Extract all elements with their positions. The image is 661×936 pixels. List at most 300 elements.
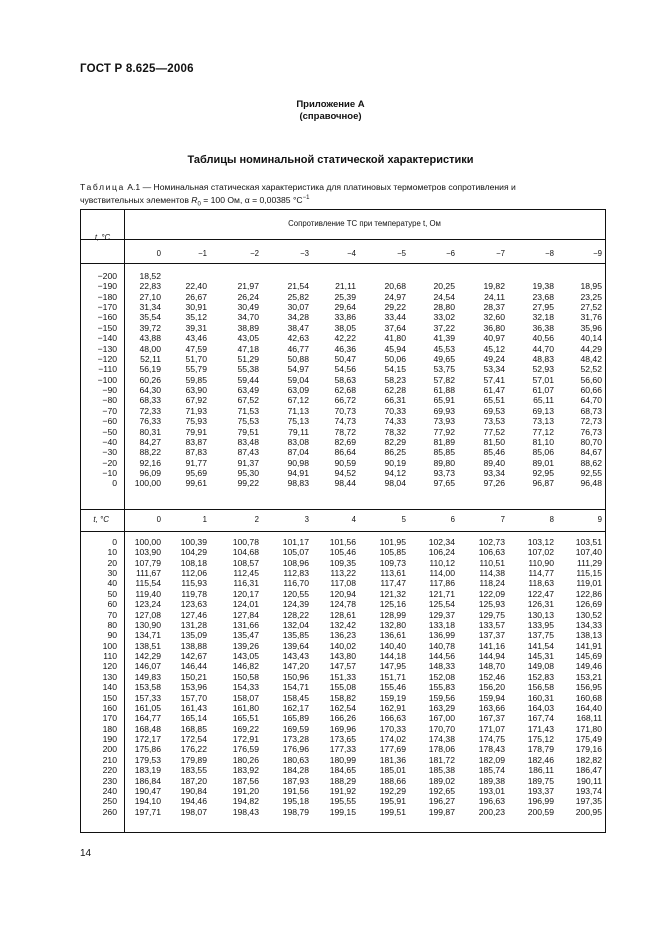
pos-table-cell: 174,38	[428, 734, 455, 745]
pos-table-cell: 127,46	[180, 609, 207, 620]
pos-table-cell: 150,58	[232, 671, 259, 682]
neg-row-temperature: −130	[97, 343, 117, 354]
pos-column-header: 8	[549, 515, 554, 524]
neg-row-temperature: −200	[97, 271, 117, 281]
neg-table-cell: 24,54	[433, 291, 455, 302]
neg-table-cell: 65,11	[533, 395, 554, 406]
neg-table-cell: 81,10	[532, 436, 554, 447]
pos-table-cell: 106,24	[428, 547, 455, 558]
pos-table-cell: 175,86	[134, 744, 161, 755]
pos-table-cell: 144,18	[379, 651, 406, 662]
pos-table-cell: 103,51	[575, 537, 602, 547]
pos-table-cell: 178,43	[478, 744, 505, 755]
pos-table-cell: 117,86	[429, 578, 455, 589]
neg-table-cell: 33,86	[334, 312, 356, 323]
neg-row-temperature: −100	[97, 374, 117, 385]
neg-table-cell: 98,04	[384, 478, 406, 489]
neg-table-cell: 54,15	[384, 364, 406, 375]
neg-table-cell: 94,52	[334, 468, 356, 479]
neg-table-cell: 67,12	[287, 395, 309, 406]
neg-table-cell: 96,09	[139, 468, 161, 479]
pos-table-cell: 200,95	[575, 806, 602, 817]
neg-table-cell: 80,31	[139, 426, 161, 437]
neg-table-cell: 70,73	[334, 405, 356, 416]
header-rule	[81, 239, 605, 240]
pos-table-cell: 116,70	[283, 578, 309, 589]
neg-table-cell: 89,01	[532, 457, 554, 468]
neg-row-temperature: −70	[102, 405, 117, 416]
neg-table-cell: 68,73	[580, 405, 602, 416]
neg-row-temperature: −180	[97, 291, 117, 302]
pos-table-cell: 148,70	[478, 661, 505, 672]
neg-column-header: −5	[397, 249, 406, 258]
pos-row-temperature: 50	[107, 588, 117, 599]
neg-table-cell: 58,63	[334, 374, 356, 385]
caption-text-1: А.1 — Номинальная статическая характеристика для платиновых термометров сопротивления и	[124, 182, 516, 192]
neg-table-cell: 75,93	[185, 416, 207, 427]
pos-column-header: 6	[450, 515, 455, 524]
pos-table-cell: 150,96	[282, 671, 309, 682]
neg-table-cell: 98,44	[334, 478, 356, 489]
pos-table-cell: 182,82	[575, 754, 602, 765]
neg-table-cell: 99,61	[185, 478, 207, 489]
neg-table-cell: 27,95	[532, 302, 554, 313]
pos-row-temperature: 240	[102, 785, 117, 796]
pos-table-cell: 194,46	[180, 796, 207, 807]
pos-table-cell: 107,40	[575, 547, 602, 558]
pos-table-cell: 174,75	[478, 734, 505, 745]
pos-table-cell: 196,99	[527, 796, 554, 807]
t-header-bottom: t, °С	[93, 515, 109, 524]
pos-table-cell: 146,44	[180, 661, 207, 672]
pos-table-cell: 115,54	[135, 578, 161, 589]
neg-table-cell: 35,12	[185, 312, 207, 323]
pos-table-cell: 134,33	[575, 619, 602, 630]
pos-table-cell: 103,90	[134, 547, 161, 558]
neg-table-cell: 82,29	[384, 436, 406, 447]
pos-table-cell: 162,91	[379, 702, 406, 713]
neg-table-cell: 37,64	[384, 322, 406, 333]
neg-table-cell: 81,50	[483, 436, 505, 447]
neg-table-cell: 91,77	[185, 457, 207, 468]
pos-table-cell: 122,47	[527, 588, 554, 599]
pos-table-cell: 110,12	[429, 557, 455, 568]
pos-table-cell: 163,66	[478, 702, 505, 713]
pos-table-cell: 166,63	[379, 713, 406, 724]
pos-table-cell: 183,55	[180, 765, 207, 776]
pos-table-cell: 151,71	[379, 671, 406, 682]
neg-table-cell: 19,82	[483, 281, 505, 292]
neg-column-header: −9	[593, 249, 602, 258]
neg-table-cell: 96,48	[580, 478, 602, 489]
neg-table-cell: 47,18	[237, 343, 259, 354]
neg-table-cell: 82,69	[334, 436, 356, 447]
pos-table-cell: 136,99	[428, 630, 455, 641]
pos-table-cell: 126,31	[527, 599, 554, 610]
pos-table-cell: 163,29	[428, 702, 455, 713]
pos-row-temperature: 120	[102, 661, 117, 672]
pos-table-cell: 180,99	[329, 754, 356, 765]
pos-table-cell: 183,92	[232, 765, 259, 776]
neg-table-cell: 93,73	[433, 468, 455, 479]
neg-table-cell: 78,72	[334, 426, 356, 437]
neg-table-cell: 24,97	[384, 291, 406, 302]
neg-row-temperature: −40	[102, 436, 117, 447]
pos-table-cell: 132,80	[379, 619, 406, 630]
neg-table-cell: 76,73	[580, 426, 602, 437]
neg-column-header: −4	[347, 249, 356, 258]
pos-table-cell: 195,18	[282, 796, 309, 807]
neg-table-cell: 73,93	[433, 416, 455, 427]
pos-row-temperature: 260	[102, 806, 117, 817]
pos-table-cell: 154,71	[282, 682, 309, 693]
pos-table-cell: 199,87	[428, 806, 455, 817]
pos-column-header: 2	[254, 515, 259, 524]
pos-table-cell: 111,67	[135, 568, 161, 579]
pos-table-cell: 190,11	[576, 775, 602, 786]
pos-table-cell: 186,47	[575, 765, 602, 776]
pos-table-cell: 135,47	[232, 630, 259, 641]
pos-table-cell: 162,54	[329, 702, 356, 713]
pos-table-cell: 189,38	[478, 775, 505, 786]
pos-table-cell: 189,75	[527, 775, 554, 786]
neg-table-cell: 27,52	[580, 302, 602, 313]
pos-table-cell: 149,83	[134, 671, 161, 682]
neg-table-cell: 32,60	[483, 312, 505, 323]
pos-table-cell: 167,00	[428, 713, 455, 724]
neg-table-cell: 51,29	[237, 353, 259, 364]
pos-table-cell: 108,57	[232, 557, 259, 568]
neg-table-cell: 29,22	[384, 302, 406, 313]
neg-table-cell: 48,83	[532, 353, 554, 364]
neg-table-cell: 53,75	[433, 364, 455, 375]
neg-table-cell: 95,69	[185, 468, 207, 479]
neg-table-cell: 66,72	[334, 395, 356, 406]
pos-table-cell: 186,11	[528, 765, 554, 776]
pos-row-temperature: 230	[102, 775, 117, 786]
neg-table-cell: 30,07	[287, 302, 309, 313]
neg-table-cell: 62,28	[384, 385, 406, 396]
neg-table-cell: 43,05	[237, 333, 259, 344]
pos-table-cell: 124,78	[329, 599, 356, 610]
neg-table-cell: 61,07	[532, 385, 554, 396]
neg-table-cell: 37,22	[433, 322, 455, 333]
pos-table-cell: 191,92	[329, 785, 356, 796]
neg-table-cell: 31,34	[139, 302, 161, 313]
pos-table-cell: 188,29	[329, 775, 356, 786]
pos-table-cell: 117,08	[330, 578, 356, 589]
pos-table-cell: 117,47	[380, 578, 406, 589]
neg-table-cell: 46,77	[287, 343, 309, 354]
neg-column-header: −7	[496, 249, 505, 258]
pos-table-cell: 199,51	[379, 806, 406, 817]
pos-table-cell: 146,82	[232, 661, 259, 672]
pos-table-cell: 135,09	[180, 630, 207, 641]
pos-table-cell: 177,69	[379, 744, 406, 755]
pos-table-cell: 123,24	[134, 599, 161, 610]
neg-table-cell: 50,47	[334, 353, 356, 364]
neg-table-cell: 83,08	[287, 436, 309, 447]
neg-table-cell: 39,72	[139, 322, 161, 333]
annex-heading	[0, 99, 661, 123]
pos-table-cell: 130,90	[134, 619, 161, 630]
neg-table-cell: 28,37	[483, 302, 505, 313]
pos-table-cell: 139,64	[282, 640, 309, 651]
neg-table-cell: 26,67	[185, 291, 207, 302]
pos-table-cell: 175,12	[527, 734, 554, 745]
neg-table-cell: 63,49	[237, 385, 259, 396]
pos-table-cell: 172,91	[232, 734, 259, 745]
pos-table-cell: 199,15	[329, 806, 356, 817]
neg-table-cell: 65,91	[433, 395, 455, 406]
pos-table-cell: 141,91	[575, 640, 602, 651]
neg-table-cell: 92,16	[139, 457, 161, 468]
neg-table-cell: 97,26	[483, 478, 505, 489]
pos-column-header: 0	[156, 515, 161, 524]
neg-row-temperature: −170	[97, 302, 117, 313]
neg-column-header: 0	[156, 249, 161, 258]
neg-table-cell: 52,93	[532, 364, 554, 375]
t-header-top: t, °С	[94, 233, 111, 242]
neg-table-cell: 84,27	[139, 436, 161, 447]
pos-table-cell: 159,94	[478, 692, 505, 703]
neg-row-temperature: −20	[102, 457, 117, 468]
neg-table-cell: 44,70	[532, 343, 554, 354]
neg-table-cell: 87,43	[237, 447, 259, 458]
pos-row-temperature: 160	[102, 702, 117, 713]
pos-table-cell: 176,22	[180, 744, 207, 755]
neg-table-cell: 56,60	[580, 374, 602, 385]
pos-table-cell: 161,43	[180, 702, 207, 713]
pos-row-temperature: 250	[102, 796, 117, 807]
pos-table-cell: 155,08	[329, 682, 356, 693]
pos-table-cell: 147,57	[329, 661, 356, 672]
pos-column-header: 5	[401, 515, 406, 524]
neg-table-cell: 60,66	[580, 385, 602, 396]
neg-table-cell: 87,04	[287, 447, 309, 458]
pos-table-cell: 157,33	[134, 692, 161, 703]
pos-row-temperature: 20	[107, 557, 117, 568]
pos-table-cell: 153,58	[134, 682, 161, 693]
pos-column-header: 4	[351, 515, 356, 524]
neg-row-temperature: −110	[98, 364, 117, 375]
neg-table-cell: 57,41	[483, 374, 505, 385]
neg-table-cell: 57,82	[433, 374, 455, 385]
neg-table-cell: 89,40	[483, 457, 505, 468]
pos-table-cell: 158,45	[282, 692, 309, 703]
pos-table-cell: 182,09	[478, 754, 505, 765]
pos-table-cell: 101,56	[329, 537, 356, 547]
pos-table-cell: 159,56	[428, 692, 455, 703]
pos-table-cell: 186,84	[134, 775, 161, 786]
pos-table-cell: 118,63	[528, 578, 554, 589]
neg-table-cell: 40,56	[532, 333, 554, 344]
neg-table-cell: 59,85	[185, 374, 207, 385]
pos-table-cell: 145,31	[527, 651, 554, 662]
neg-table-cell: 33,44	[384, 312, 406, 323]
pos-table-cell: 185,01	[379, 765, 406, 776]
pos-column-header: 7	[500, 515, 505, 524]
pos-table-cell: 193,01	[478, 785, 505, 796]
neg-table-cell: 60,26	[139, 374, 161, 385]
caption-r0: R	[191, 194, 198, 205]
neg-table-cell: 75,53	[237, 416, 259, 427]
pos-table-cell: 125,16	[379, 599, 406, 610]
pos-table-cell: 146,07	[134, 661, 161, 672]
pos-table-cell: 170,70	[428, 723, 455, 734]
pos-table-cell: 174,02	[379, 734, 406, 745]
pos-table-cell: 110,51	[479, 557, 505, 568]
pos-table-cell: 171,80	[575, 723, 602, 734]
caption-unit-sup: −1	[302, 195, 310, 201]
neg-table-cell: 72,33	[139, 405, 161, 416]
pos-table-cell: 159,19	[379, 692, 406, 703]
pos-table-cell: 112,06	[181, 568, 207, 579]
pos-table-cell: 140,78	[428, 640, 455, 651]
neg-table-cell: 29,64	[334, 302, 356, 313]
pos-table-cell: 112,45	[233, 568, 259, 579]
neg-row-temperature: 0	[112, 478, 117, 489]
pos-table-cell: 187,93	[282, 775, 309, 786]
pos-table-cell: 200,59	[527, 806, 554, 817]
neg-table-cell: 53,34	[483, 364, 505, 375]
pos-table-cell: 105,46	[329, 547, 356, 558]
pos-table-cell: 158,07	[232, 692, 259, 703]
pos-table-cell: 167,37	[478, 713, 505, 724]
neg-table-cell: 20,68	[384, 281, 406, 292]
neg-table-cell: 35,54	[139, 312, 161, 323]
neg-table-cell: 94,91	[287, 468, 309, 479]
pos-table-cell: 166,26	[329, 713, 356, 724]
pos-table-cell: 182,46	[527, 754, 554, 765]
pos-table-cell: 108,18	[180, 557, 207, 568]
pos-table-cell: 156,95	[575, 682, 602, 693]
caption-label: Таблица	[80, 182, 125, 192]
neg-table-cell: 43,46	[185, 333, 207, 344]
neg-table-cell: 52,52	[580, 364, 602, 375]
neg-table-cell: 47,59	[185, 343, 207, 354]
neg-table-cell: 67,92	[185, 395, 207, 406]
neg-table-cell: 39,31	[185, 322, 207, 333]
pos-table-cell: 161,80	[232, 702, 259, 713]
neg-table-cell: 34,70	[237, 312, 259, 323]
pos-table-cell: 119,78	[181, 588, 207, 599]
pos-table-cell: 124,01	[232, 599, 259, 610]
neg-table-cell: 30,49	[237, 302, 259, 313]
pos-table-cell: 113,22	[330, 568, 356, 579]
caption-text-2: чувствительных элементов	[80, 194, 192, 205]
pos-table-cell: 102,73	[478, 537, 505, 547]
table-caption	[80, 182, 610, 211]
pos-table-cell: 191,20	[232, 785, 259, 796]
pos-table-cell: 113,61	[380, 568, 406, 579]
neg-table-cell: 90,98	[287, 457, 309, 468]
pos-table-cell: 141,16	[478, 640, 505, 651]
pos-table-cell: 168,85	[180, 723, 207, 734]
neg-table-cell: 94,12	[384, 468, 406, 479]
pos-table-cell: 100,78	[232, 537, 259, 547]
neg-table-cell: 50,88	[287, 353, 309, 364]
neg-row-temperature: −120	[97, 353, 117, 364]
pos-table-cell: 192,29	[379, 785, 406, 796]
pos-table-cell: 142,29	[134, 651, 161, 662]
pos-table-cell: 112,83	[283, 568, 309, 579]
pos-table-cell: 152,83	[527, 671, 554, 682]
group-header: Сопротивление ТС при температуре t, Ом	[288, 219, 441, 228]
pos-table-cell: 106,63	[478, 547, 505, 558]
pos-table-cell: 149,08	[527, 661, 554, 672]
neg-table-cell: 80,70	[580, 436, 602, 447]
neg-table-cell: 58,23	[384, 374, 406, 385]
pos-row-temperature: 100	[102, 640, 117, 651]
pos-table-cell: 135,85	[282, 630, 309, 641]
neg-table-cell: 22,83	[139, 281, 161, 292]
pos-table-cell: 128,99	[379, 609, 406, 620]
pos-row-temperature: 210	[102, 754, 117, 765]
pos-table-cell: 131,28	[180, 619, 207, 630]
neg-table-cell: 77,52	[483, 426, 505, 437]
pos-table-cell: 115,93	[181, 578, 207, 589]
neg-table-cell: 73,13	[532, 416, 554, 427]
neg-table-cell: 25,82	[287, 291, 309, 302]
neg-row-temperature: −160	[97, 312, 117, 323]
pos-table-cell: 169,22	[232, 723, 259, 734]
pos-table-cell: 178,06	[428, 744, 455, 755]
neg-table-cell: 42,22	[334, 333, 356, 344]
neg-table-cell: 45,94	[384, 343, 406, 354]
pos-table-cell: 172,54	[180, 734, 207, 745]
neg-table-cell: 91,37	[237, 457, 259, 468]
pos-table-cell: 193,74	[575, 785, 602, 796]
pos-table-cell: 144,56	[428, 651, 455, 662]
pos-table-cell: 168,11	[576, 713, 602, 724]
pos-table-cell: 124,39	[282, 599, 309, 610]
neg-row-temperature: −50	[102, 426, 117, 437]
neg-table-cell: 22,40	[185, 281, 207, 292]
neg-table-cell: 72,73	[580, 416, 602, 427]
neg-column-header: −3	[300, 249, 309, 258]
pos-table-cell: 156,58	[527, 682, 554, 693]
neg-table-cell: 92,55	[580, 468, 602, 479]
neg-table-cell: 86,25	[384, 447, 406, 458]
pos-table-cell: 155,46	[379, 682, 406, 693]
pos-table-cell: 148,33	[428, 661, 455, 672]
neg-table-cell: 32,18	[532, 312, 554, 323]
neg-table-cell: 59,44	[237, 374, 259, 385]
pos-table-cell: 178,79	[527, 744, 554, 755]
neg-table-cell: 41,39	[433, 333, 455, 344]
neg-table-cell: 69,93	[433, 405, 455, 416]
neg-table-cell: 67,52	[237, 395, 259, 406]
pos-table-cell: 150,21	[180, 671, 207, 682]
pos-row-temperature: 80	[107, 619, 117, 630]
neg-table-cell: 36,80	[483, 322, 505, 333]
pos-table-cell: 127,84	[232, 609, 259, 620]
pos-table-cell: 196,27	[428, 796, 455, 807]
neg-table-cell: 79,51	[237, 426, 259, 437]
neg-table-cell: 73,53	[483, 416, 505, 427]
neg-table-cell: 78,32	[384, 426, 406, 437]
pos-table-cell: 196,63	[478, 796, 505, 807]
neg-table-cell: 56,19	[139, 364, 161, 375]
pos-table-cell: 125,93	[478, 599, 505, 610]
pos-table-cell: 138,51	[134, 640, 161, 651]
pos-table-cell: 179,53	[134, 754, 161, 765]
neg-table-cell: 88,62	[580, 457, 602, 468]
pos-table-cell: 165,89	[282, 713, 309, 724]
header-bottom-rule	[81, 263, 605, 264]
pos-row-temperature: 60	[107, 599, 117, 610]
